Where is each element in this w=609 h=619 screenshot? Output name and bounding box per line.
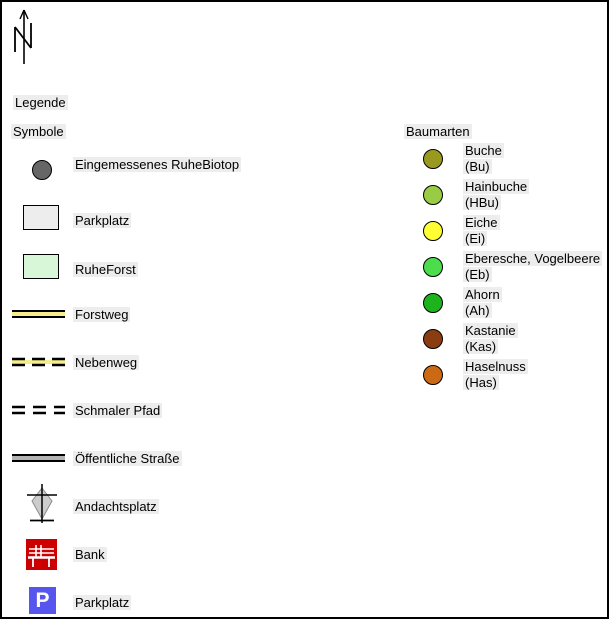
tree-abbr-hainbuche: (HBu) — [465, 195, 499, 210]
forest-road-label: Forstweg — [75, 307, 129, 322]
side-road-dashed-line-icon — [12, 357, 65, 367]
tree-name-buche: Buche — [465, 143, 502, 158]
tree-name-haselnuss: Haselnuss — [465, 359, 526, 374]
tree-color-circle-buche — [423, 149, 443, 169]
narrow-path-label: Schmaler Pfad — [75, 403, 161, 418]
tree-color-circle-kastanie — [423, 329, 443, 349]
symbols-heading: Symbole — [13, 124, 64, 139]
parking-area-label: Parkplatz — [75, 213, 130, 228]
tree-name-kastanie: Kastanie — [465, 323, 516, 338]
measured-biotope-circle-icon — [32, 160, 52, 180]
tree-abbr-haselnuss: (Has) — [465, 375, 497, 390]
forest-road-line-icon — [12, 310, 65, 318]
legend-title: Legende — [15, 95, 66, 110]
parking-area-rect-icon — [23, 205, 59, 230]
bench-icon — [26, 539, 57, 570]
parking-p-letter: P — [35, 589, 50, 612]
tree-name-hainbuche: Hainbuche — [465, 179, 528, 194]
tree-color-circle-eberesche — [423, 257, 443, 277]
tree-color-circle-haselnuss — [423, 365, 443, 385]
tree-color-circle-hainbuche — [423, 185, 443, 205]
parking-p-icon — [29, 587, 56, 614]
memorial-site-label: Andachtsplatz — [75, 499, 157, 514]
tree-name-ahorn: Ahorn — [465, 287, 500, 302]
tree-name-eiche: Eiche — [465, 215, 498, 230]
measured-biotope-label: Eingemessenes RuheBiotop — [75, 157, 240, 172]
north-arrow-icon — [7, 6, 47, 68]
memorial-site-icon — [22, 482, 62, 524]
bench-label: Bank — [75, 547, 105, 562]
tree-abbr-eberesche: (Eb) — [465, 267, 490, 282]
trees-heading: Baumarten — [406, 124, 470, 139]
side-road-label: Nebenweg — [75, 355, 138, 370]
tree-abbr-ahorn: (Ah) — [465, 303, 490, 318]
tree-abbr-buche: (Bu) — [465, 159, 490, 174]
tree-color-circle-ahorn — [423, 293, 443, 313]
tree-abbr-kastanie: (Kas) — [465, 339, 497, 354]
public-road-line-icon — [12, 454, 65, 462]
ruheforst-label: RuheForst — [75, 262, 136, 277]
tree-color-circle-eiche — [423, 221, 443, 241]
tree-name-eberesche: Eberesche, Vogelbeere — [465, 251, 601, 266]
ruheforst-area-rect-icon — [23, 254, 59, 279]
parking-sign-label: Parkplatz — [75, 595, 130, 610]
bench-glyph — [26, 539, 57, 570]
narrow-path-dashed-line-icon — [12, 405, 65, 415]
tree-abbr-eiche: (Ei) — [465, 231, 486, 246]
public-road-label: Öffentliche Straße — [75, 451, 180, 466]
